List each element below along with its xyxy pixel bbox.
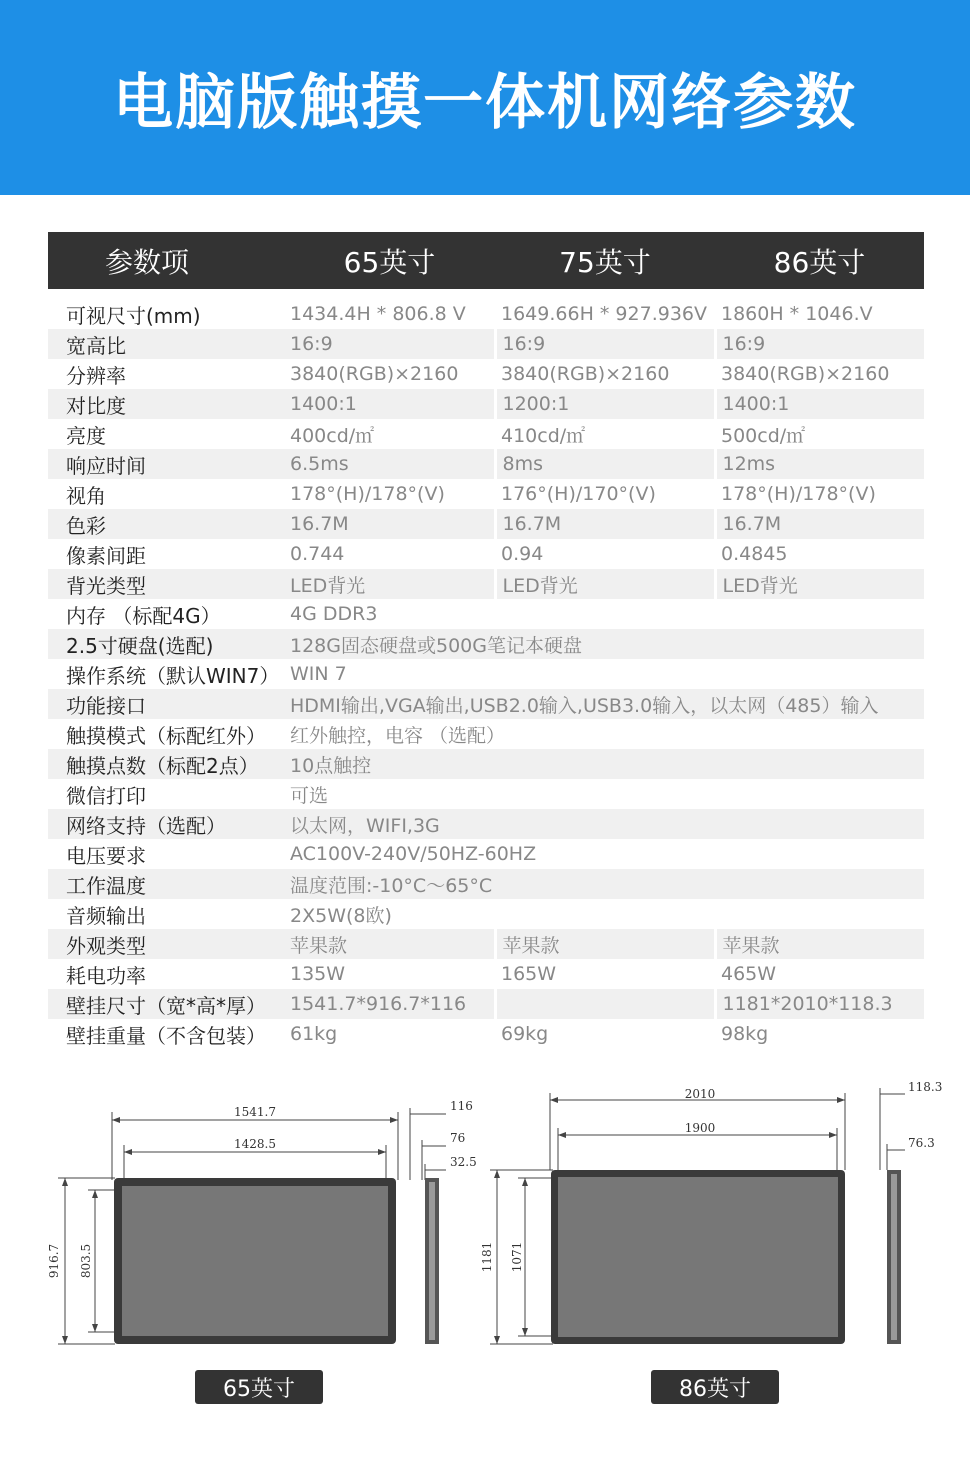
table-row xyxy=(48,299,924,329)
row-label: 操作系统（默认WIN7） xyxy=(66,663,280,688)
row-value-65: 0.744 xyxy=(290,543,345,565)
row-value-65: 6.5ms xyxy=(284,449,495,479)
table-row xyxy=(48,809,924,839)
table-row xyxy=(48,629,924,659)
row-value-65: 16:9 xyxy=(284,329,495,359)
table-row xyxy=(48,359,924,389)
row-label: 触摸模式（标配红外） xyxy=(66,723,266,748)
row-label: 外观类型 xyxy=(48,929,284,959)
row-value-65: 135W xyxy=(290,963,346,985)
table-row xyxy=(48,869,924,899)
row-value-75: LED背光 xyxy=(495,569,715,599)
title-banner xyxy=(0,0,970,195)
drawing-86 xyxy=(475,1080,955,1350)
page-title: 电脑版触摸一体机网络参数 xyxy=(113,67,857,138)
table-row xyxy=(48,419,924,449)
row-value-75: 8ms xyxy=(495,449,715,479)
row-label: 音频输出 xyxy=(66,903,146,928)
row-value-all: 可选 xyxy=(290,784,329,807)
dim-65-depth-min: 32.5 xyxy=(450,1155,477,1169)
row-value-86: 178°(H)/178°(V) xyxy=(721,483,876,505)
dim-65-inner-width: 1428.5 xyxy=(234,1137,276,1151)
drawing-65 xyxy=(40,1090,480,1355)
dim-86-outer-height: 1181 xyxy=(480,1241,494,1273)
header-param: 参数项 xyxy=(48,232,284,289)
row-value-all: AC100V-240V/50HZ-60HZ xyxy=(290,843,537,865)
row-label: 壁挂尺寸（宽*高*厚） xyxy=(48,989,284,1019)
row-label: 功能接口 xyxy=(48,689,284,719)
row-value-75 xyxy=(495,989,715,1019)
table-row xyxy=(48,599,924,629)
row-value-65: 400cd/㎡ xyxy=(290,424,375,447)
table-row xyxy=(48,479,924,509)
table-row xyxy=(48,329,924,359)
table-row xyxy=(48,929,924,959)
dim-86-outer-width: 2010 xyxy=(684,1087,716,1101)
table-row xyxy=(48,839,924,869)
row-value-86: 465W xyxy=(721,963,777,985)
table-row xyxy=(48,689,924,719)
row-value-65: 61kg xyxy=(290,1023,338,1045)
header-86: 86英寸 xyxy=(715,232,924,289)
table-row xyxy=(48,449,924,479)
row-label: 宽高比 xyxy=(48,329,284,359)
row-value-all: 2X5W(8欧) xyxy=(290,904,392,927)
table-row xyxy=(48,959,924,989)
row-value-65: 1434.4H * 806.8 V xyxy=(290,303,466,325)
row-value-all: 以太网，WIFI,3G xyxy=(284,809,924,839)
row-value-65: 1400:1 xyxy=(284,389,495,419)
row-value-75: 3840(RGB)×2160 xyxy=(501,363,670,385)
dim-65-inner-height: 803.5 xyxy=(79,1243,93,1279)
row-label: 电压要求 xyxy=(66,843,146,868)
row-label: 壁挂重量（不含包装） xyxy=(66,1023,266,1048)
row-value-86: 1860H * 1046.V xyxy=(721,303,873,325)
table-row xyxy=(48,1019,924,1049)
dim-65-depth-mid: 76 xyxy=(450,1131,466,1145)
row-value-86: 98kg xyxy=(721,1023,769,1045)
row-value-75: 176°(H)/170°(V) xyxy=(501,483,656,505)
spec-table xyxy=(48,232,924,1049)
row-label: 网络支持（选配） xyxy=(48,809,284,839)
row-label: 色彩 xyxy=(48,509,284,539)
row-value-65: 1541.7*916.7*116 xyxy=(284,989,495,1019)
dim-86-depth-total: 118.3 xyxy=(908,1080,943,1094)
row-value-all: HDMI输出,VGA输出,USB2.0输入,USB3.0输入，以太网（485）输入 xyxy=(284,689,924,719)
row-label: 分辨率 xyxy=(66,363,126,388)
row-label: 视角 xyxy=(66,483,106,508)
row-value-all: 128G固态硬盘或500G笔记本硬盘 xyxy=(284,629,924,659)
dim-86-inner-width: 1900 xyxy=(684,1121,716,1135)
row-label: 亮度 xyxy=(66,423,106,448)
row-value-all: 10点触控 xyxy=(284,749,924,779)
dim-86-depth-mid: 76.3 xyxy=(908,1136,935,1150)
row-label: 可视尺寸(mm) xyxy=(66,303,201,328)
spec-table-body xyxy=(48,299,924,1049)
row-label: 对比度 xyxy=(48,389,284,419)
row-label: 耗电功率 xyxy=(66,963,146,988)
row-value-75: 0.94 xyxy=(501,543,544,565)
row-value-86: 12ms xyxy=(715,449,924,479)
table-row xyxy=(48,569,924,599)
row-value-75: 410cd/㎡ xyxy=(501,424,586,447)
table-row xyxy=(48,509,924,539)
row-value-75: 苹果款 xyxy=(495,929,715,959)
row-value-86: 1181*2010*118.3 xyxy=(715,989,924,1019)
row-value-75: 69kg xyxy=(501,1023,549,1045)
row-label: 像素间距 xyxy=(66,543,146,568)
row-value-all: 4G DDR3 xyxy=(290,603,378,625)
row-value-all: WIN 7 xyxy=(290,663,347,685)
table-row xyxy=(48,749,924,779)
row-value-86: 500cd/㎡ xyxy=(721,424,806,447)
dim-65-outer-height: 916.7 xyxy=(47,1243,61,1279)
row-value-86: 1400:1 xyxy=(715,389,924,419)
row-value-all: 温度范围:-10°C～65°C xyxy=(284,869,924,899)
row-value-all: 红外触控，电容 （选配） xyxy=(290,724,506,747)
dim-65-depth-total: 116 xyxy=(450,1099,473,1113)
row-value-75: 1200:1 xyxy=(495,389,715,419)
dim-65-outer-width: 1541.7 xyxy=(234,1105,276,1119)
caption-65: 65英寸 xyxy=(195,1370,323,1404)
row-value-86: 16:9 xyxy=(715,329,924,359)
row-value-86: 16.7M xyxy=(715,509,924,539)
table-row xyxy=(48,779,924,809)
row-value-65: 178°(H)/178°(V) xyxy=(290,483,445,505)
row-label: 微信打印 xyxy=(66,783,146,808)
table-header-row xyxy=(48,232,924,289)
table-row xyxy=(48,719,924,749)
table-row xyxy=(48,989,924,1019)
row-value-86: 3840(RGB)×2160 xyxy=(721,363,890,385)
row-value-86: LED背光 xyxy=(715,569,924,599)
row-value-75: 1649.66H * 927.936V xyxy=(501,303,708,325)
row-value-65: 16.7M xyxy=(284,509,495,539)
row-label: 响应时间 xyxy=(48,449,284,479)
row-value-75: 16:9 xyxy=(495,329,715,359)
row-value-86: 0.4845 xyxy=(721,543,788,565)
row-value-65: 3840(RGB)×2160 xyxy=(290,363,459,385)
caption-86: 86英寸 xyxy=(651,1370,779,1404)
dim-86-inner-height: 1071 xyxy=(510,1241,524,1273)
table-row xyxy=(48,899,924,929)
row-label: 触摸点数（标配2点） xyxy=(48,749,284,779)
row-value-75: 165W xyxy=(501,963,557,985)
header-65: 65英寸 xyxy=(284,232,495,289)
row-value-65: LED背光 xyxy=(284,569,495,599)
header-75: 75英寸 xyxy=(495,232,715,289)
row-value-65: 苹果款 xyxy=(284,929,495,959)
table-row xyxy=(48,539,924,569)
row-value-86: 苹果款 xyxy=(715,929,924,959)
row-label: 2.5寸硬盘(选配) xyxy=(48,629,284,659)
row-label: 内存 （标配4G） xyxy=(66,603,221,628)
table-row xyxy=(48,389,924,419)
row-label: 背光类型 xyxy=(48,569,284,599)
row-value-75: 16.7M xyxy=(495,509,715,539)
row-label: 工作温度 xyxy=(48,869,284,899)
table-row xyxy=(48,659,924,689)
